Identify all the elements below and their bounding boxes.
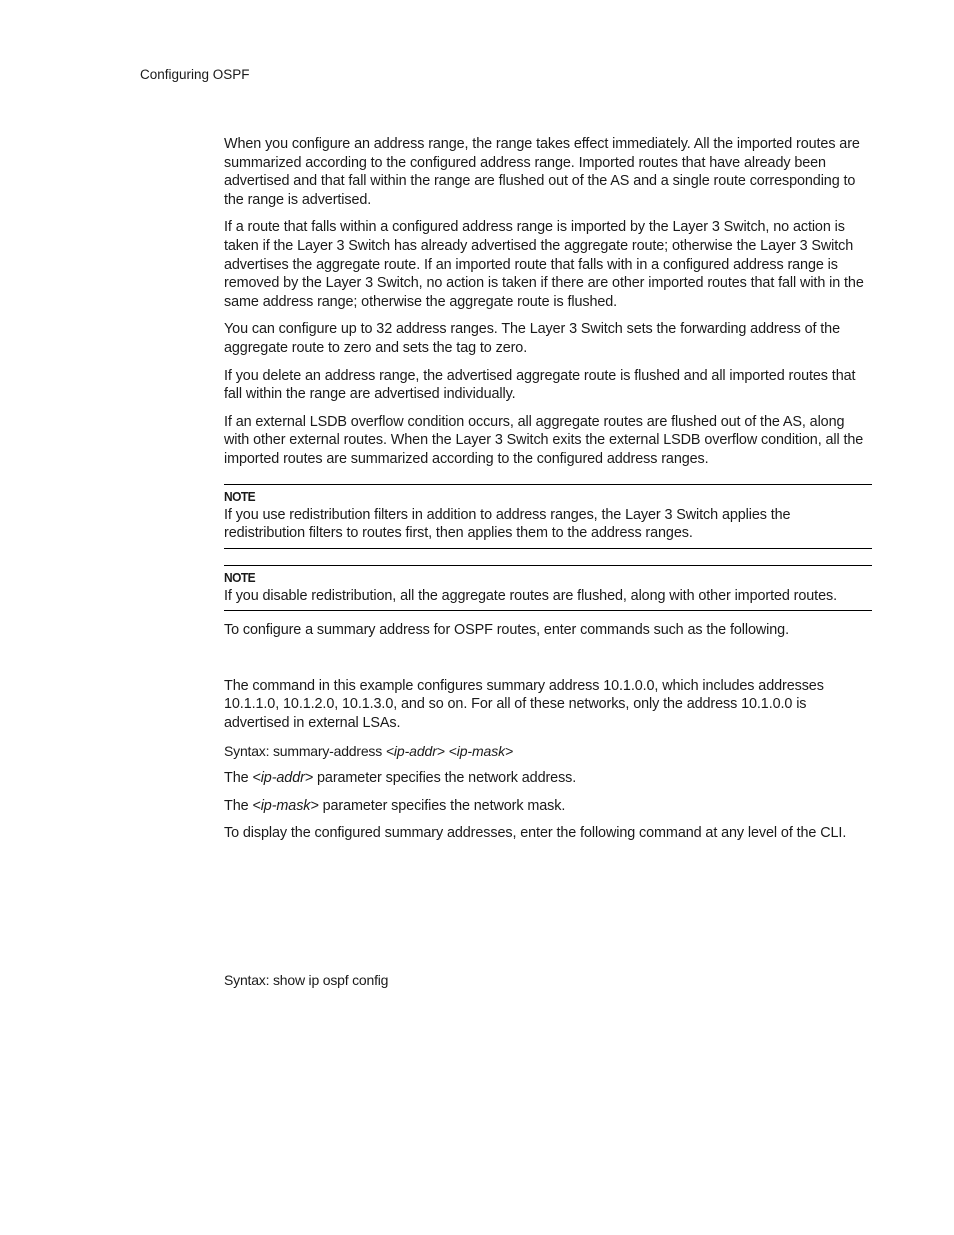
syntax-summary-address <box>224 742 872 761</box>
paragraph-configure-summary: To configure a summary address for OSPF routes, enter commands such as the following. <box>224 622 789 639</box>
param-ip-addr <box>224 769 872 788</box>
syntax-command: summary-address <box>272 742 383 759</box>
param-ip-addr-pre: The <box>224 770 253 787</box>
syntax-command: show ip ospf config <box>272 972 389 989</box>
param-ip-mask-pre: The <box>224 797 253 814</box>
syntax-arg-ip-mask: <ip-mask> <box>448 742 514 759</box>
param-ip-mask-name: <ip-mask> <box>252 797 319 814</box>
param-ip-addr-name: <ip-addr> <box>252 770 314 787</box>
note-text: If you use redistribution filters in addition to address ranges, the Layer 3 Switch applies the redistribution filters to routes first, then applies them to the address ranges. <box>224 506 791 542</box>
note-text: If you disable redistribution, all the aggregate routes are flushed, along with other imported routes. <box>224 587 837 604</box>
paragraph-display-summary: To display the configured summary addresses, enter the following command at any level of the CLI. <box>224 825 847 842</box>
paragraph-delete-range: If you delete an address range, the advertised aggregate route is flushed and all imported routes that fall within the range are advertised individually. <box>224 367 856 403</box>
syntax-prefix: Syntax: <box>224 972 273 989</box>
paragraph-address-range-effect: When you configure an address range, the range takes effect immediately. All the imported routes are summarized according to the configured address range. Imported routes that have already been advertised and that fall within the range are flushed out of the AS and a single route corresponding to the range is advertised. <box>224 136 860 208</box>
document-body <box>224 135 872 990</box>
paragraph-lsdb-overflow: If an external LSDB overflow condition occurs, all aggregate routes are flushed out of the AS, along with other external routes. When the Layer 3 Switch exits the external LSDB overflow condition, all the imported routes are summarized according to the configured address ranges. <box>224 413 864 467</box>
syntax-prefix: Syntax: <box>224 742 273 759</box>
param-ip-mask-post: parameter specifies the network mask. <box>318 797 566 814</box>
paragraph-command-example: The command in this example configures summary address 10.1.0.0, which includes addresses 10.1.1.0, 10.1.2.0, 10.1.3.0, and so on. For all of these networks, only the address 10.1.0.0 is advertised in external LSAs. <box>224 677 824 732</box>
syntax-arg-ip-addr: <ip-addr> <box>385 742 445 759</box>
section-title: Configuring OSPF <box>140 67 250 82</box>
note-disable-redistribution <box>224 565 872 612</box>
syntax-show-ip-ospf-config <box>224 971 872 990</box>
note-redistribution-filters <box>224 484 872 549</box>
param-ip-mask <box>224 797 872 816</box>
note-label: NOTE <box>224 488 256 504</box>
param-ip-addr-post: parameter specifies the network address. <box>313 770 577 787</box>
paragraph-imported-route: If a route that falls within a configured address range is imported by the Layer 3 Switch, no action is taken if the Layer 3 Switch has already advertised the aggregate route; otherwise the Layer 3 Switch advertises the aggregate route. If an imported route that falls with in a configured address range is removed by the Layer 3 Switch, no action is taken if there are other imported routes that fall with in the same address range; otherwise the aggregate route is flushed. <box>224 219 864 310</box>
running-header <box>140 66 250 83</box>
paragraph-max-ranges: You can configure up to 32 address ranges. The Layer 3 Switch sets the forwarding address of the aggregate route to zero and sets the tag to zero. <box>224 321 840 356</box>
note-label: NOTE <box>224 569 256 585</box>
